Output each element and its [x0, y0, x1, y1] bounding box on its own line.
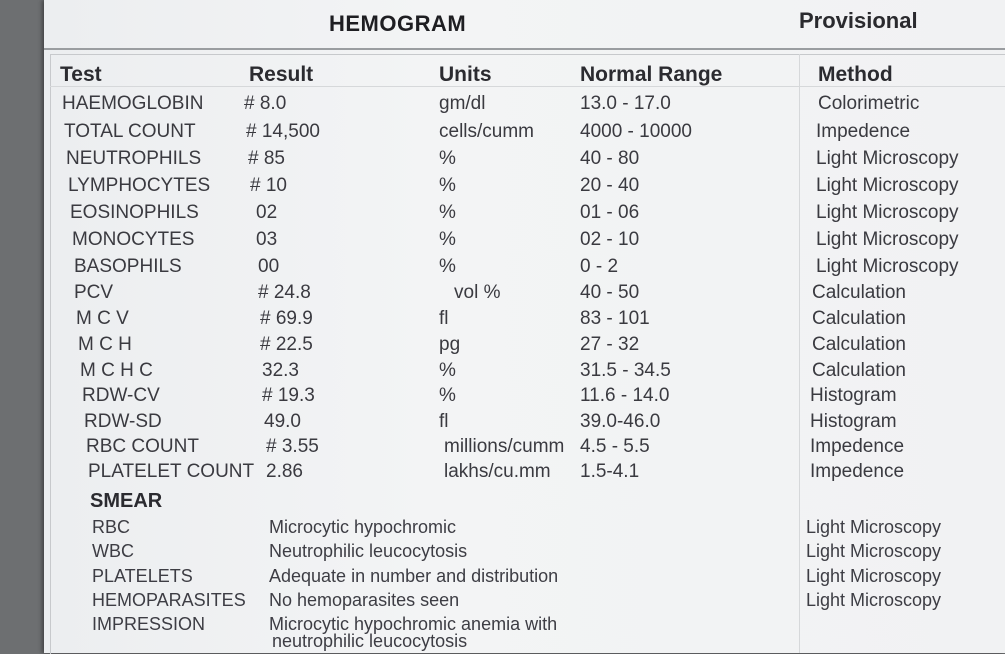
test-normal-range: 40 - 50: [580, 282, 640, 303]
test-method: Impedence: [810, 436, 905, 457]
test-normal-range: 11.6 - 14.0: [580, 385, 670, 406]
test-name: TOTAL COUNT: [64, 121, 196, 142]
column-header-normal-range: Normal Range: [580, 63, 723, 86]
test-result: 00: [258, 256, 280, 277]
test-result: # 19.3: [262, 385, 315, 406]
test-normal-range: 4.5 - 5.5: [580, 436, 650, 457]
test-method: Calculation: [812, 360, 906, 381]
test-method: Calculation: [812, 334, 906, 355]
test-result: # 14,500: [246, 121, 320, 142]
smear-method: Light Microscopy: [806, 566, 942, 586]
report-page: [44, 0, 1005, 653]
test-normal-range: 40 - 80: [580, 148, 640, 169]
test-method: Light Microscopy: [816, 202, 959, 223]
smear-label: HEMOPARASITES: [92, 590, 246, 610]
report-header: [44, 0, 1005, 50]
smear-finding: Microcytic hypochromic anemia with: [269, 614, 558, 634]
test-method: Light Microscopy: [816, 256, 959, 277]
test-normal-range: 20 - 40: [580, 175, 640, 196]
smear-label: PLATELETS: [92, 566, 193, 586]
test-method: Colorimetric: [818, 93, 920, 114]
test-name: BASOPHILS: [74, 256, 182, 277]
smear-finding: Neutrophilic leucocytosis: [269, 541, 468, 561]
test-name: HAEMOGLOBIN: [62, 93, 204, 114]
test-units: %: [439, 202, 456, 223]
smear-section-title: SMEAR: [90, 490, 163, 512]
test-result: # 10: [250, 175, 287, 196]
smear-label: IMPRESSION: [92, 614, 206, 634]
test-result: 02: [256, 202, 278, 223]
smear-label: RBC: [92, 517, 131, 537]
smear-finding: Adequate in number and distribution: [269, 566, 559, 586]
test-result: # 24.8: [258, 282, 311, 303]
column-header-units: Units: [439, 63, 492, 86]
smear-method: Light Microscopy: [806, 590, 942, 610]
test-normal-range: 02 - 10: [580, 229, 640, 250]
test-name: RDW-SD: [84, 411, 162, 432]
test-units: %: [439, 175, 456, 196]
test-method: Light Microscopy: [816, 148, 959, 169]
test-name: M C V: [76, 308, 129, 329]
test-units: cells/cumm: [439, 121, 535, 142]
smear-finding: No hemoparasites seen: [269, 590, 460, 610]
test-normal-range: 01 - 06: [580, 202, 640, 223]
test-normal-range: 27 - 32: [580, 334, 640, 355]
smear-finding: Microcytic hypochromic: [269, 517, 457, 537]
test-units: lakhs/cu.mm: [444, 461, 551, 482]
test-normal-range: 13.0 - 17.0: [580, 93, 671, 114]
test-units: millions/cumm: [444, 436, 565, 457]
test-units: fl: [439, 411, 449, 432]
test-name: LYMPHOCYTES: [68, 175, 211, 196]
test-units: vol %: [454, 282, 501, 303]
test-normal-range: 1.5-4.1: [580, 461, 640, 482]
column-header-test: Test: [60, 63, 102, 86]
test-result: 32.3: [262, 360, 299, 381]
method-column-divider: [799, 54, 800, 653]
smear-method: Light Microscopy: [806, 541, 942, 561]
test-units: fl: [439, 308, 449, 329]
test-name: MONOCYTES: [72, 229, 195, 250]
test-name: EOSINOPHILS: [70, 202, 199, 223]
test-units: %: [439, 360, 456, 381]
test-name: PLATELET COUNT: [88, 461, 255, 482]
test-normal-range: 0 - 2: [580, 256, 619, 277]
test-result: 03: [256, 229, 278, 250]
test-name: PCV: [74, 282, 114, 303]
test-name: RBC COUNT: [86, 436, 199, 457]
test-units: pg: [439, 334, 461, 355]
test-normal-range: 83 - 101: [580, 308, 650, 329]
test-method: Calculation: [812, 308, 906, 329]
test-units: %: [439, 229, 456, 250]
test-name: M C H C: [80, 360, 153, 381]
test-method: Light Microscopy: [816, 175, 959, 196]
test-method: Histogram: [810, 385, 897, 406]
test-result: # 22.5: [260, 334, 313, 355]
test-result: 49.0: [264, 411, 301, 432]
test-result: # 85: [248, 148, 285, 169]
test-method: Impedence: [810, 461, 905, 482]
test-normal-range: 39.0-46.0: [580, 411, 661, 432]
test-units: %: [439, 256, 456, 277]
test-units: %: [439, 148, 456, 169]
test-result: 2.86: [266, 461, 303, 482]
test-normal-range: 31.5 - 34.5: [580, 360, 671, 381]
test-result: # 69.9: [260, 308, 313, 329]
smear-label: WBC: [92, 541, 134, 561]
smear-method: Light Microscopy: [806, 517, 942, 537]
test-normal-range: 4000 - 10000: [580, 121, 692, 142]
report-status: Provisional: [799, 8, 918, 33]
test-result: # 8.0: [244, 93, 287, 114]
test-units: gm/dl: [439, 93, 486, 114]
test-name: M C H: [78, 334, 132, 355]
test-name: RDW-CV: [82, 385, 160, 406]
test-units: %: [439, 385, 456, 406]
test-method: Impedence: [816, 121, 911, 142]
test-method: Light Microscopy: [816, 229, 959, 250]
test-name: NEUTROPHILS: [66, 148, 202, 169]
column-header-method: Method: [818, 63, 893, 86]
test-result: # 3.55: [266, 436, 319, 457]
smear-finding-continued: neutrophilic leucocytosis: [272, 631, 468, 651]
test-method: Histogram: [810, 411, 897, 432]
report-title: HEMOGRAM: [329, 11, 467, 36]
test-method: Calculation: [812, 282, 906, 303]
column-header-result: Result: [249, 63, 314, 86]
